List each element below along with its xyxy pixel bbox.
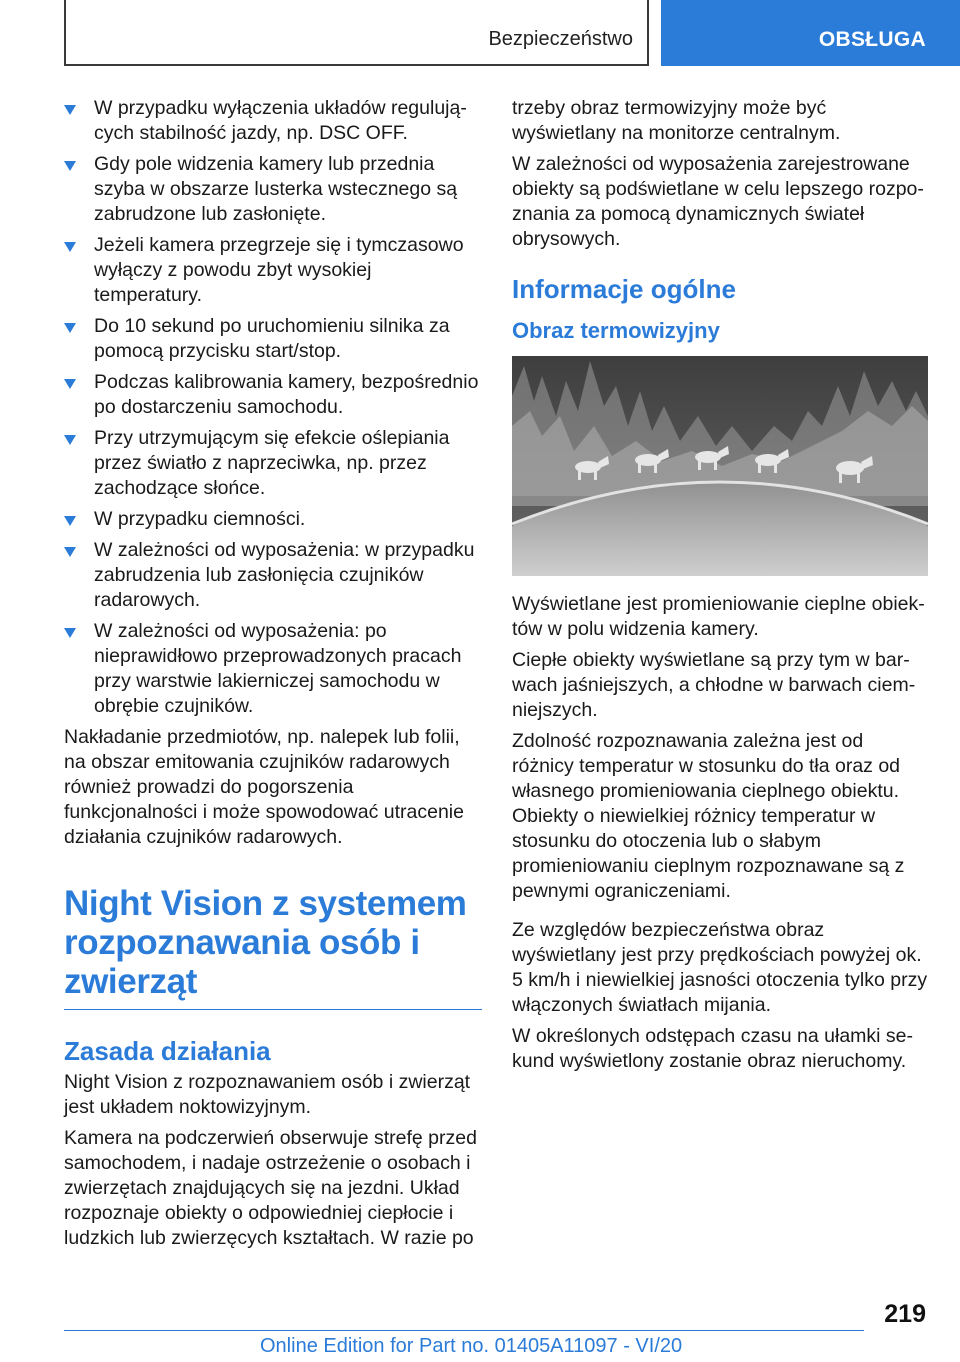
bullet-triangle-icon xyxy=(64,547,76,557)
continuation-paragraph: trzeby obraz termowizyjny może być wyświetlany na monitorze centralnym. xyxy=(512,97,841,144)
camera-paragraph: Kamera na podczerwień obserwuje strefę przed samochodem, i nadaje ostrzeżenie o osobach i zwierzętach znajdujących się na jezdni. Układ rozpoznaje obiekty o odpowiedniej ciepłocie i ludzkich lub zwierzęcych kształtach. W razie po xyxy=(64,1127,477,1249)
radiation-paragraph: Wyświetlane jest promieniowanie cieplne obiektów w polu widzenia kamery. xyxy=(512,593,925,640)
right-column xyxy=(512,96,930,1080)
warm-objects-paragraph: Ciepłe obiekty wyświetlane są przy tym w barwach jaśniejszych, a chłodne w barwach ciemniejszych. xyxy=(512,649,916,721)
list-item: Jeżeli kamera przegrzeje się i tymczasowo wyłączy z powodu zbyt wysokiej temperatury. xyxy=(64,233,482,308)
footer-divider xyxy=(64,1330,864,1331)
list-item: W zależności od wyposażenia: w przypadku zabrudzenia lub zasłonięcia czujników radarowych. xyxy=(64,538,482,613)
header-section-title: Bezpieczeństwo xyxy=(488,28,633,50)
left-column xyxy=(64,96,482,1257)
bullet-triangle-icon xyxy=(64,628,76,638)
heading-general-info: Informacje ogólne xyxy=(512,274,736,304)
section-title: Night Vision z systemem rozpoznawania osób i zwierząt xyxy=(64,884,482,1010)
footer-edition-link[interactable]: Online Edition for Part no. 01405A11097 - VI/20 xyxy=(260,1335,683,1357)
page-header xyxy=(0,0,960,66)
heading-thermal-image: Obraz termowizyjny xyxy=(512,318,720,343)
bullet-triangle-icon xyxy=(64,242,76,252)
list-item: Gdy pole widzenia kamery lub przednia szyba w obszarze lusterka wstecznego są zabrudzone lub zasłonięte. xyxy=(64,152,482,227)
bullet-triangle-icon xyxy=(64,379,76,389)
equipment-paragraph: W zależności od wyposażenia zarejestrowane obiekty są podświetlane w celu lepszego rozpoznania za pomocą dynamicznych świateł obrysowych. xyxy=(512,153,924,250)
bullet-triangle-icon xyxy=(64,105,76,115)
bullet-triangle-icon xyxy=(64,323,76,333)
thermal-image xyxy=(512,356,928,576)
list-item: W przypadku ciemności. xyxy=(64,507,482,532)
recognition-ability-paragraph: Zdolność rozpoznawania zależna jest od różnicy temperatur w stosunku do tła oraz od własnego promieniowania cieplnego obiektu. Obiekty o niewielkiej różnicy temperatur w stosunku do otoczenia lub o słabym promieniowaniu cieplnym rozpoznawane są z pewnymi ograniczeniami. xyxy=(512,730,905,902)
list-item: Podczas kalibrowania kamery, bezpośrednio po dostarczeniu samochodu. xyxy=(64,370,482,420)
list-item: W przypadku wyłączenia układów regulujących stabilność jazdy, np. DSC OFF. xyxy=(64,96,482,146)
page-number: 219 xyxy=(884,1300,926,1328)
list-item: W zależności od wyposażenia: po nieprawidłowo przeprowadzonych pracach przy warstwie lakierniczej samochodu w obrębie czujników. xyxy=(64,619,482,719)
overlay-warning-paragraph: Nakładanie przedmiotów, np. nalepek lub folii, na obszar emitowania czujników radarowych również prowadzi do pogorszenia funkcjonalności i może spowodować utracenie działania czujników radarowych. xyxy=(64,726,464,848)
header-chapter-tab[interactable] xyxy=(661,0,960,66)
header-section-box xyxy=(64,0,649,66)
list-item: Przy utrzymującym się efekcie oślepiania przez światło z naprzeciwka, np. przez zachodzące słońce. xyxy=(64,426,482,501)
still-image-paragraph: W określonych odstępach czasu na ułamki sekund wyświetlony zostanie obraz nieruchomy. xyxy=(512,1025,914,1072)
list-item: Do 10 sekund po uruchomieniu silnika za pomocą przycisku start/stop. xyxy=(64,314,482,364)
bullet-triangle-icon xyxy=(64,161,76,171)
bullet-triangle-icon xyxy=(64,435,76,445)
bullet-triangle-icon xyxy=(64,516,76,526)
header-chapter-title: OBSŁUGA xyxy=(818,28,926,51)
safety-paragraph: Ze względów bezpieczeństwa obraz wyświetlany jest przy prędkościach powyżej ok. 5 km/h i niewielkiej jasności otoczenia tylko przy włączonych światłach mijania. xyxy=(512,919,928,1016)
intro-paragraph: Night Vision z rozpoznawaniem osób i zwierząt jest układem noktowizyjnym. xyxy=(64,1071,471,1118)
subsection-title-principle: Zasada działania xyxy=(64,1036,271,1066)
limitations-list xyxy=(64,96,482,719)
